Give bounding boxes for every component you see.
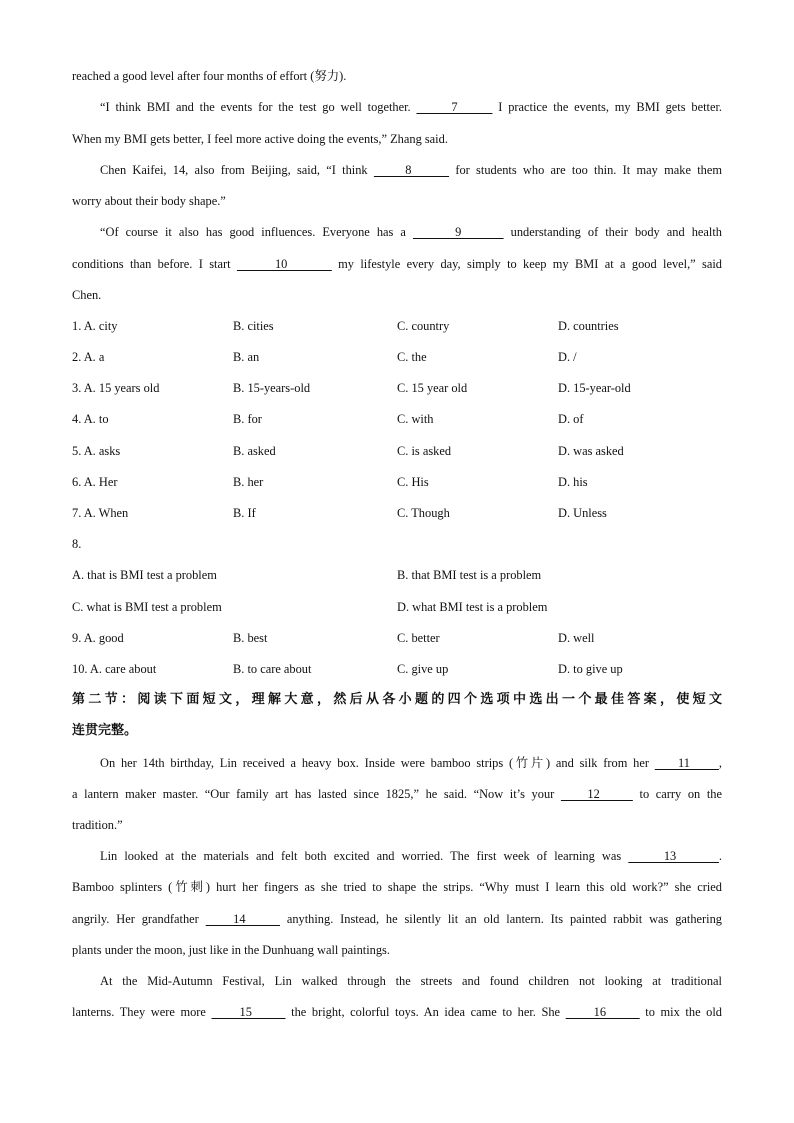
text: “Of course it also has good influences. Everyone has a xyxy=(100,225,413,239)
text: for students who are too thin. It may make them xyxy=(449,163,722,177)
text: “I think BMI and the events for the test go well together. xyxy=(100,100,417,114)
passage-line xyxy=(72,67,722,85)
text: On her 14th birthday, Lin received a heavy box. Inside were bamboo strips (竹片) and silk from her xyxy=(100,756,655,770)
option-d: D. of xyxy=(558,412,584,426)
option-c: C. what is BMI test a problem xyxy=(72,600,222,614)
question-number: 8. xyxy=(72,537,82,551)
option-b: B. cities xyxy=(233,319,274,333)
blank-16: 16 xyxy=(565,1005,640,1019)
option-b: B. her xyxy=(233,475,264,489)
option-a: asks xyxy=(98,444,121,458)
option-b: B. an xyxy=(233,350,260,364)
option-c: C. 15 year old xyxy=(397,381,468,395)
text: angrily. Her grandfather xyxy=(72,912,206,926)
option-a: to xyxy=(98,412,109,426)
option-c: C. is asked xyxy=(397,444,452,458)
blank-14: 14 xyxy=(205,912,280,926)
question-number: 4. A. xyxy=(72,412,96,426)
passage-line xyxy=(100,223,722,241)
option-a: A. that is BMI test a problem xyxy=(72,568,217,582)
text: my lifestyle every day, simply to keep my BMI at a good level,” said xyxy=(331,257,722,271)
option-c: C. country xyxy=(397,319,450,333)
option-c: C. the xyxy=(397,350,427,364)
option-d: D. what BMI test is a problem xyxy=(397,600,548,614)
text: . xyxy=(718,849,722,863)
option-b: B. for xyxy=(233,412,262,426)
passage-line xyxy=(72,816,722,834)
option-a: care about xyxy=(105,662,157,676)
question-number: 3. A. xyxy=(72,381,96,395)
passage-line xyxy=(72,878,722,896)
blank-12: 12 xyxy=(560,787,633,801)
option-b: B. that BMI test is a problem xyxy=(397,568,542,582)
blank-10: 10 xyxy=(236,257,332,271)
option-a: city xyxy=(98,319,118,333)
text: a lantern maker master. “Our family art has lasted since 1825,” he said. “Now it’s your xyxy=(72,787,561,801)
text: I practice the events, my BMI gets better. xyxy=(492,100,723,114)
passage-line xyxy=(72,255,722,273)
text: to carry on the xyxy=(632,787,722,801)
question-number: 9. A. xyxy=(72,631,96,645)
option-d: D. was asked xyxy=(558,444,624,458)
blank-13: 13 xyxy=(628,849,719,863)
option-a: When xyxy=(98,506,129,520)
blank-8: 8 xyxy=(373,163,450,177)
option-b: B. If xyxy=(233,506,256,520)
question-number: 2. A. xyxy=(72,350,96,364)
blank-11: 11 xyxy=(654,756,719,770)
section-heading-cont: 连贯完整。 xyxy=(72,723,138,738)
question-number: 6. A. xyxy=(72,475,96,489)
passage-line xyxy=(100,754,722,772)
option-d: D. Unless xyxy=(558,506,607,520)
question-number: 5. A. xyxy=(72,444,96,458)
option-c: C. Though xyxy=(397,506,450,520)
text: anything. Instead, he silently lit an old lantern. Its painted rabbit was gathering xyxy=(279,912,722,926)
blank-15: 15 xyxy=(211,1005,286,1019)
passage-line xyxy=(72,130,722,148)
option-b: B. asked xyxy=(233,444,276,458)
text: worry about their body shape.” xyxy=(72,194,226,208)
option-b: B. best xyxy=(233,631,268,645)
passage-line xyxy=(72,941,722,959)
text: Chen Kaifei, 14, also from Beijing, said, “I think xyxy=(100,163,374,177)
option-a: good xyxy=(98,631,124,645)
passage-line xyxy=(100,98,722,116)
text: At the Mid-Autumn Festival, Lin walked through the streets and found children not looking at traditional xyxy=(100,974,722,988)
passage-line xyxy=(72,192,722,210)
passage-line xyxy=(72,785,722,803)
passage-line xyxy=(72,910,722,928)
text: understanding of their body and health xyxy=(503,225,722,239)
passage-line xyxy=(100,972,722,990)
blank-7: 7 xyxy=(416,100,493,114)
text: conditions than before. I start xyxy=(72,257,237,271)
passage-line xyxy=(100,847,722,865)
text: Lin looked at the materials and felt both excited and worried. The first week of learning was xyxy=(100,849,629,863)
option-a: Her xyxy=(98,475,118,489)
option-d: D. 15-year-old xyxy=(558,381,631,395)
option-b: B. to care about xyxy=(233,662,312,676)
option-c: C. better xyxy=(397,631,440,645)
text: When my BMI gets better, I feel more active doing the events,” Zhang said. xyxy=(72,132,448,146)
option-c: C. with xyxy=(397,412,434,426)
option-d: D. / xyxy=(558,350,577,364)
option-d: D. well xyxy=(558,631,595,645)
passage-line xyxy=(72,1003,722,1021)
text: reached a good level after four months of effort (努力). xyxy=(72,69,347,83)
section-heading: 第二节：阅读下面短文，理解大意，然后从各小题的四个选项中选出一个最佳答案，使短文 xyxy=(72,692,722,707)
text: to mix the old xyxy=(639,1005,722,1019)
option-a: a xyxy=(98,350,105,364)
text: lanterns. They were more xyxy=(72,1005,212,1019)
question-number: 10. A. xyxy=(72,662,102,676)
option-d: D. countries xyxy=(558,319,619,333)
text: tradition.” xyxy=(72,818,123,832)
text: , xyxy=(718,756,723,770)
option-d: D. his xyxy=(558,475,588,489)
text: the bright, colorful toys. An idea came to her. She xyxy=(285,1005,566,1019)
option-b: B. 15-years-old xyxy=(233,381,311,395)
text: Chen. xyxy=(72,288,102,302)
passage-line xyxy=(100,161,722,179)
option-c: C. His xyxy=(397,475,429,489)
question-number: 7. A. xyxy=(72,506,96,520)
text: plants under the moon, just like in the Dunhuang wall paintings. xyxy=(72,943,390,957)
question-number: 1. A. xyxy=(72,319,96,333)
option-d: D. to give up xyxy=(558,662,623,676)
text: Bamboo splinters (竹刺) hurt her fingers as she tried to shape the strips. “Why must I learn this old work?” she cried xyxy=(72,880,722,894)
blank-9: 9 xyxy=(412,225,504,239)
option-c: C. give up xyxy=(397,662,449,676)
option-a: 15 years old xyxy=(98,381,160,395)
passage-line xyxy=(72,286,722,304)
